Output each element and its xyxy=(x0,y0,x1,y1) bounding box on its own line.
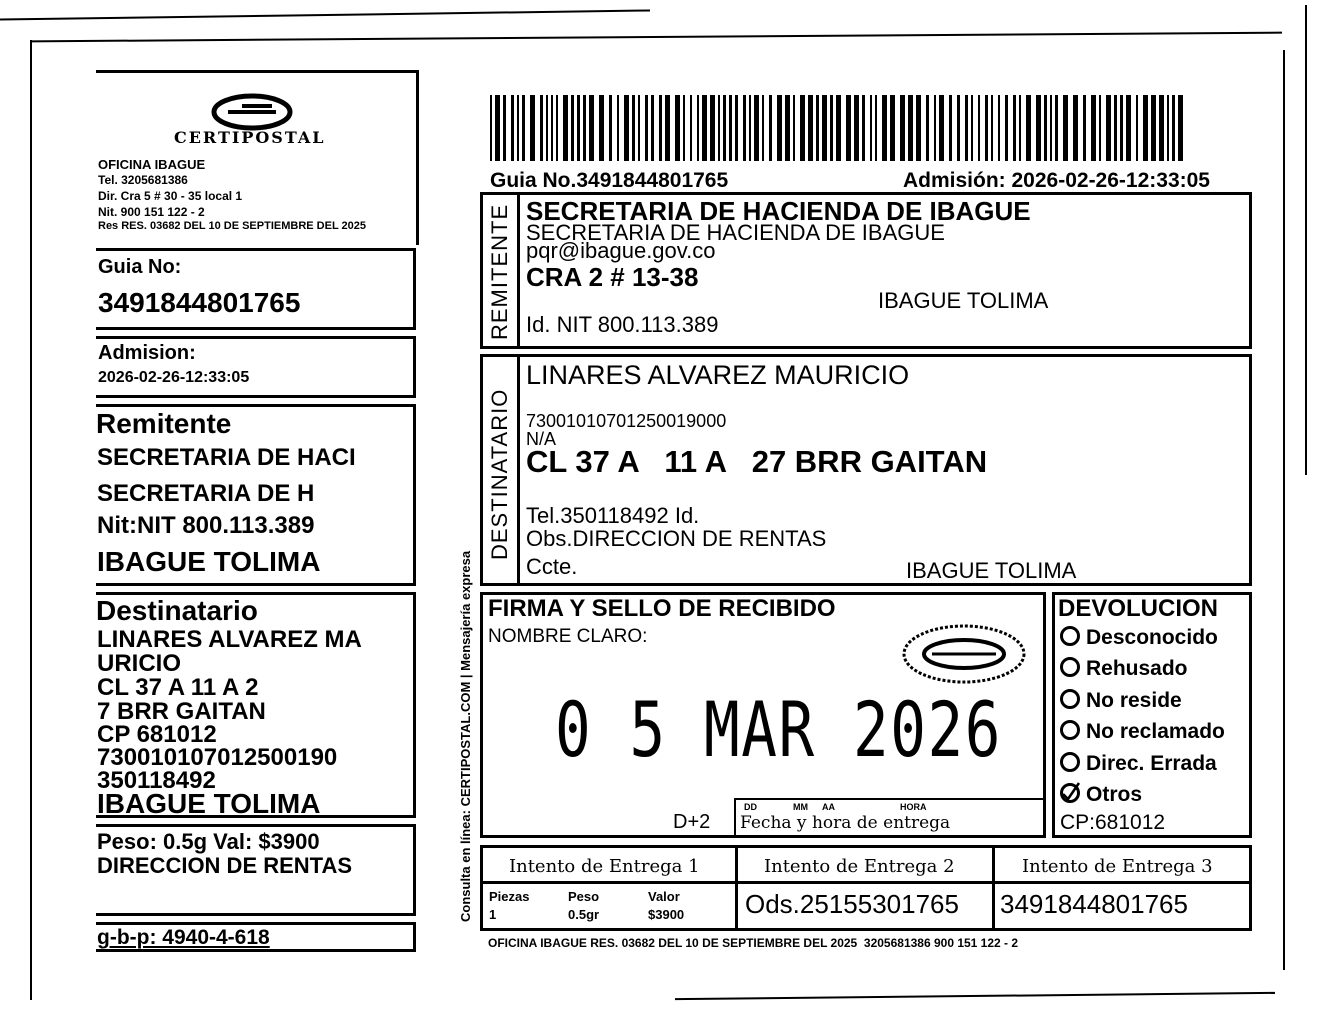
left-dest-line-3: CL 37 A 11 A 2 xyxy=(97,674,259,701)
barcode-bar xyxy=(659,95,662,161)
barcode-bar xyxy=(875,95,877,161)
destinatario-name: LINARES ALVAREZ MAURICIO xyxy=(526,360,910,390)
barcode-bar xyxy=(1106,95,1111,161)
barcode-bar xyxy=(965,95,968,161)
barcode-bar xyxy=(991,95,993,161)
radio-checked-icon xyxy=(1060,783,1080,803)
barcode-bar xyxy=(769,95,772,161)
destinatario-tag: DESTINATARIO xyxy=(487,388,512,560)
left-dest-line-4: 7 BRR GAITAN xyxy=(97,698,266,725)
left-dest-line-2: URICIO xyxy=(97,650,181,677)
barcode-bar xyxy=(1044,95,1047,161)
barcode-bar xyxy=(683,95,685,161)
devolucion-option-rehusado[interactable] xyxy=(1060,657,1188,681)
footer-office-line: OFICINA IBAGUE RES. 03682 DEL 10 DE SEPTIEMBRE DEL 2025 3205681386 900 151 122 - 2 xyxy=(488,936,1019,950)
destinatario-city: IBAGUE TOLIMA xyxy=(906,558,1077,583)
remitente-name2: SECRETARIA DE HACIENDA DE IBAGUE xyxy=(526,220,945,245)
barcode-bar xyxy=(816,95,819,161)
office-dir: Dir. Cra 5 # 30 - 35 local 1 xyxy=(98,189,243,203)
barcode-bar xyxy=(540,95,543,161)
barcode-bar xyxy=(1136,95,1138,161)
barcode-bar xyxy=(1063,95,1068,161)
barcode-bar xyxy=(1151,95,1156,161)
side-consulta-text: Consulta en línea: CERTIPOSTAL.COM | Mensajería expresa xyxy=(458,550,473,922)
barcode xyxy=(490,95,1190,161)
barcode-bar xyxy=(503,95,506,161)
barcode-bar xyxy=(846,95,851,161)
barcode-bar xyxy=(609,95,612,161)
header-admision: Admisión: 2026-02-26-12:33:05 xyxy=(903,169,1210,192)
barcode-bar xyxy=(1120,95,1123,161)
barcode-bar xyxy=(800,95,805,161)
barcode-bar xyxy=(583,95,586,161)
left-remitente-line-3: Nit:NIT 800.113.389 xyxy=(97,512,315,539)
firma-d2: D+2 xyxy=(673,811,711,833)
left-dest-line-8: IBAGUE TOLIMA xyxy=(97,788,321,819)
devolucion-title: DEVOLUCION xyxy=(1058,595,1219,622)
devolucion-option-no-reside[interactable] xyxy=(1060,689,1182,713)
barcode-bar xyxy=(949,95,952,161)
page-edge-right-outer xyxy=(1305,5,1307,475)
left-remitente-line-1: SECRETARIA DE HACI xyxy=(97,444,356,471)
barcode-bar xyxy=(1143,95,1148,161)
intento-1-label: Intento de Entrega 1 xyxy=(509,856,700,877)
barcode-bar xyxy=(1083,95,1086,161)
left-dest-line-5: CP 681012 xyxy=(97,721,217,748)
barcode-bar xyxy=(808,95,813,161)
barcode-bar xyxy=(589,95,594,161)
radio-icon xyxy=(1060,626,1080,646)
fecha-hora: HORA xyxy=(900,802,927,812)
office-nit: Nit. 900 151 122 - 2 xyxy=(98,205,205,219)
barcode-bar xyxy=(624,95,629,161)
page-edge-bottom xyxy=(675,992,1275,1000)
barcode-bar xyxy=(900,95,905,161)
barcode-bar xyxy=(556,95,558,161)
office-name: OFICINA IBAGUE xyxy=(98,157,206,172)
intentos-divider-v1 xyxy=(735,845,738,931)
left-remitente-line-2: SECRETARIA DE H xyxy=(97,480,315,507)
radio-icon xyxy=(1060,720,1080,740)
valor-value: $3900 xyxy=(648,907,685,922)
barcode-bar xyxy=(675,95,680,161)
barcode-bar xyxy=(735,95,738,161)
radio-icon xyxy=(1060,657,1080,677)
barcode-bar xyxy=(1091,95,1096,161)
left-dest-line-6: 730010107012500190 xyxy=(97,744,338,771)
radio-icon xyxy=(1060,689,1080,709)
barcode-bar xyxy=(665,95,670,161)
stamp-logo-icon xyxy=(898,622,1030,686)
destinatario-obs: Obs.DIRECCION DE RENTAS xyxy=(526,526,827,551)
left-remitente-label: Remitente xyxy=(96,408,232,439)
left-peso-line: Peso: 0.5g Val: $3900 xyxy=(97,829,320,854)
radio-icon xyxy=(1060,752,1080,772)
destinatario-na: N/A xyxy=(526,429,557,449)
piezas-value: 1 xyxy=(489,907,497,922)
barcode-bar xyxy=(939,95,944,161)
barcode-bar xyxy=(718,95,720,161)
firma-title: FIRMA Y SELLO DE RECIBIDO xyxy=(488,595,836,622)
barcode-bar xyxy=(511,95,514,161)
page-edge-top xyxy=(30,32,1282,43)
barcode-bar xyxy=(632,95,635,161)
page-edge-left xyxy=(30,40,32,1000)
left-obs-line: DIRECCION DE RENTAS xyxy=(97,853,353,878)
barcode-bar xyxy=(1172,95,1175,161)
barcode-bar xyxy=(1005,95,1008,161)
barcode-bar xyxy=(749,95,751,161)
page-edge-top-outer xyxy=(0,9,650,20)
barcode-bar xyxy=(710,95,715,161)
barcode-bar xyxy=(571,95,574,161)
fecha-aa: AA xyxy=(822,802,835,812)
option-label: No reside xyxy=(1086,689,1182,712)
barcode-bar xyxy=(577,95,580,161)
barcode-bar xyxy=(1126,95,1131,161)
remitente-tag-divider xyxy=(517,192,520,349)
left-destinatario-label: Destinatario xyxy=(96,595,258,626)
barcode-bar xyxy=(495,95,500,161)
remitente-id: Id. NIT 800.113.389 xyxy=(526,312,719,337)
barcode-bar xyxy=(916,95,921,161)
barcode-bar xyxy=(754,95,759,161)
barcode-bar xyxy=(1013,95,1016,161)
remitente-name: SECRETARIA DE HACIENDA DE IBAGUE xyxy=(526,196,1031,226)
intentos-guia: 3491844801765 xyxy=(1000,889,1188,919)
barcode-bar xyxy=(517,95,519,161)
barcode-bar xyxy=(490,95,492,161)
left-guia-value: 3491844801765 xyxy=(98,287,301,318)
option-label: Desconocido xyxy=(1086,626,1218,649)
left-gbp: g-b-p: 4940-4-618 xyxy=(97,926,270,949)
barcode-bar xyxy=(971,95,973,161)
barcode-bar xyxy=(599,95,604,161)
barcode-bar xyxy=(1055,95,1058,161)
left-remitente-line-4: IBAGUE TOLIMA xyxy=(97,546,321,577)
stamp-date: 0 5 MAR 2026 xyxy=(555,685,1003,774)
barcode-bar xyxy=(690,95,692,161)
fecha-dd: DD xyxy=(744,802,757,812)
peso-label: Peso xyxy=(568,889,600,904)
firma-nombre: NOMBRE CLARO: xyxy=(488,626,648,647)
barcode-bar xyxy=(957,95,960,161)
barcode-bar xyxy=(793,95,795,161)
barcode-bar xyxy=(1178,95,1183,161)
barcode-bar xyxy=(785,95,790,161)
barcode-bar xyxy=(1159,95,1164,161)
barcode-bar xyxy=(617,95,619,161)
barcode-bar xyxy=(522,95,525,161)
barcode-bar xyxy=(1019,95,1021,161)
left-dest-line-7: 350118492 xyxy=(97,767,216,794)
barcode-bar xyxy=(978,95,980,161)
destinatario-tag-divider xyxy=(517,354,520,586)
barcode-bar xyxy=(934,95,936,161)
barcode-bar xyxy=(563,95,568,161)
barcode-bar xyxy=(1114,95,1117,161)
left-admision-value: 2026-02-26-12:33:05 xyxy=(98,369,250,386)
logo-text: CERTIPOSTAL xyxy=(174,128,326,147)
barcode-bar xyxy=(890,95,895,161)
barcode-bar xyxy=(651,95,654,161)
remitente-tag: REMITENTE xyxy=(487,203,512,340)
barcode-bar xyxy=(762,95,764,161)
barcode-bar xyxy=(546,95,548,161)
ods-number: Ods.25155301765 xyxy=(745,889,959,919)
option-label: No reclamado xyxy=(1086,720,1225,743)
barcode-bar xyxy=(830,95,833,161)
intentos-divider-v2 xyxy=(992,845,995,931)
barcode-bar xyxy=(551,95,553,161)
barcode-bar xyxy=(697,95,699,161)
barcode-bar xyxy=(702,95,707,161)
certipostal-logo xyxy=(170,92,335,152)
barcode-bar xyxy=(723,95,726,161)
barcode-bar xyxy=(836,95,841,161)
left-dest-line-1: LINARES ALVAREZ MA xyxy=(97,626,362,653)
barcode-bar xyxy=(882,95,887,161)
barcode-bar xyxy=(638,95,640,161)
destinatario-ccte: Ccte. xyxy=(526,554,578,579)
devolucion-option-otros[interactable] xyxy=(1060,783,1142,807)
option-label: Otros xyxy=(1086,783,1143,806)
header-guia: Guia No.3491844801765 xyxy=(490,169,729,192)
office-tel: Tel. 3205681386 xyxy=(98,173,188,187)
option-label: Direc. Errada xyxy=(1086,752,1217,775)
devolucion-option-direc-errada[interactable] xyxy=(1060,752,1217,776)
barcode-bar xyxy=(1036,95,1041,161)
barcode-bar xyxy=(729,95,732,161)
destinatario-tel: Tel.350118492 Id. xyxy=(526,503,700,528)
barcode-bar xyxy=(998,95,1000,161)
barcode-bar xyxy=(862,95,865,161)
fecha-label: Fecha y hora de entrega xyxy=(740,813,951,833)
barcode-bar xyxy=(908,95,913,161)
office-res: Res RES. 03682 DEL 10 DE SEPTIEMBRE DEL 2025 xyxy=(98,220,366,232)
peso-value: 0.5gr xyxy=(568,907,600,922)
barcode-bar xyxy=(1099,95,1101,161)
page-edge-right xyxy=(1283,50,1285,970)
valor-label: Valor xyxy=(648,889,680,904)
barcode-bar xyxy=(645,95,648,161)
left-guia-label: Guia No: xyxy=(98,256,182,278)
remitente-city: IBAGUE TOLIMA xyxy=(878,288,1049,313)
devolucion-option-desconocido[interactable] xyxy=(1060,626,1218,650)
fecha-mm: MM xyxy=(793,802,808,812)
barcode-bar xyxy=(1073,95,1078,161)
intentos-divider-h xyxy=(480,881,1252,884)
barcode-bar xyxy=(985,95,988,161)
piezas-label: Piezas xyxy=(489,889,530,904)
destinatario-code: 73001010701250019000 xyxy=(526,411,727,431)
barcode-bar xyxy=(777,95,782,161)
left-admision-label: Admision: xyxy=(98,342,196,364)
barcode-bar xyxy=(870,95,872,161)
barcode-bar xyxy=(854,95,859,161)
option-label: Rehusado xyxy=(1086,657,1188,680)
barcode-bar xyxy=(1026,95,1031,161)
barcode-bar xyxy=(530,95,535,161)
barcode-bar xyxy=(743,95,746,161)
remitente-address: CRA 2 # 13-38 xyxy=(526,262,699,292)
barcode-bar xyxy=(1167,95,1169,161)
remitente-email: pqr@ibague.gov.co xyxy=(526,238,716,263)
devolucion-cp: CP:681012 xyxy=(1060,811,1166,834)
barcode-bar xyxy=(926,95,929,161)
barcode-bar xyxy=(1050,95,1052,161)
devolucion-option-no-reclamado[interactable] xyxy=(1060,720,1225,744)
intento-2-label: Intento de Entrega 2 xyxy=(764,856,955,877)
intento-3-label: Intento de Entrega 3 xyxy=(1022,856,1213,877)
destinatario-address: CL 37 A 11 A 27 BRR GAITAN xyxy=(526,444,988,479)
barcode-bar xyxy=(822,95,827,161)
